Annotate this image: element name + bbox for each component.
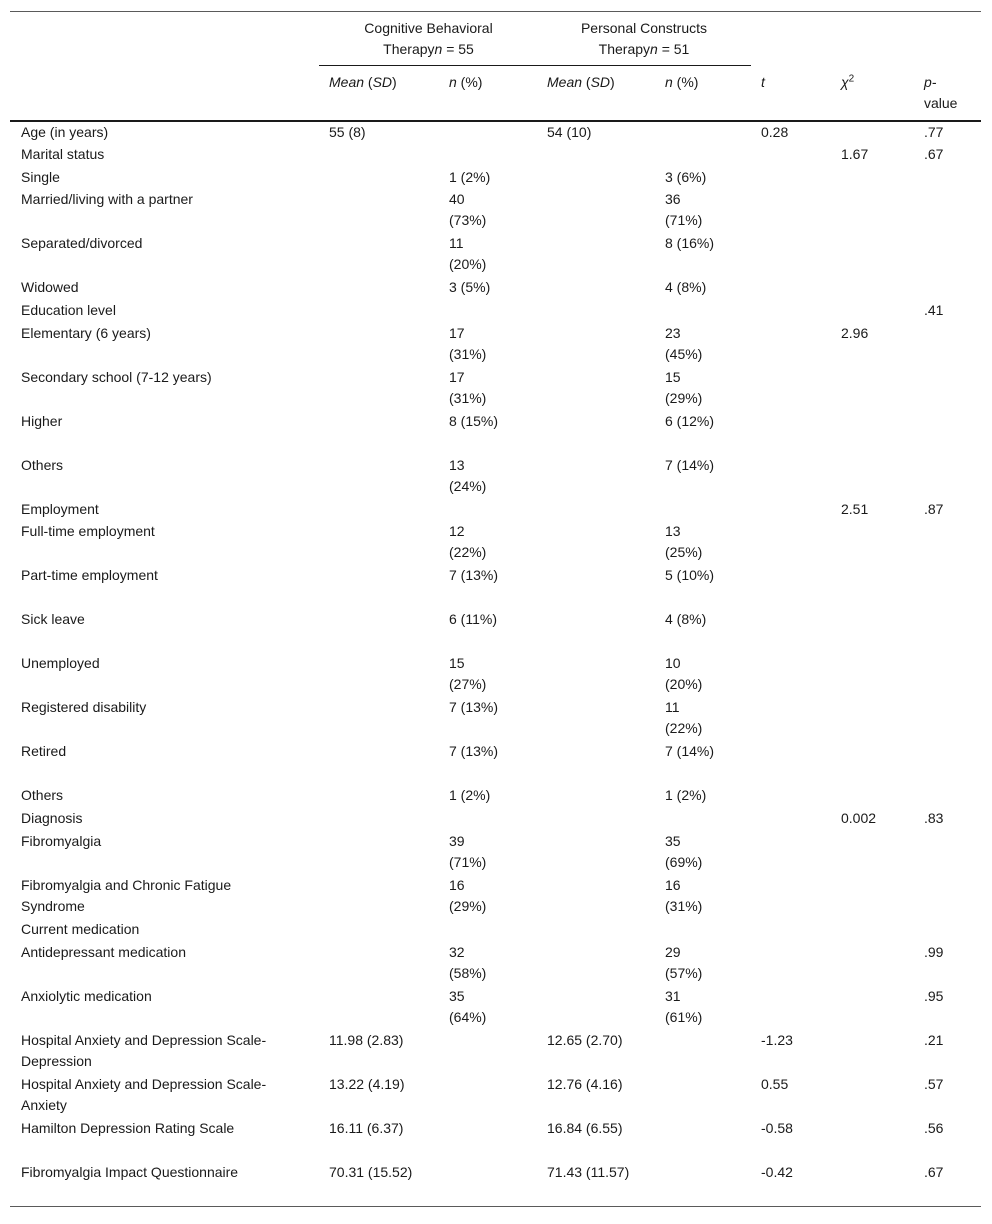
table-row	[10, 167, 981, 189]
cbt-n-percent: 17 (31%)	[449, 325, 487, 362]
pct-n-percent: 16 (31%)	[665, 877, 703, 914]
row-label: Fibromyalgia and Chronic Fatigue Syndrome	[21, 877, 232, 914]
cbt-n-percent: 12 (22%)	[449, 523, 487, 560]
table-row	[10, 1074, 981, 1118]
table-row	[10, 277, 981, 300]
pct-n-percent: 36 (71%)	[665, 191, 703, 228]
table-row	[10, 609, 981, 653]
p-value: .87	[924, 501, 944, 517]
p-label-1: p-	[924, 74, 937, 90]
table-row	[10, 367, 981, 411]
cbt-mean-sd: 70.31 (15.52)	[329, 1164, 413, 1180]
pct-n-percent: 3 (6%)	[665, 169, 707, 185]
cbt-n-percent: 16 (29%)	[449, 877, 487, 914]
sd-label: SD	[372, 74, 393, 90]
row-label: Part-time employment	[21, 567, 158, 583]
cbt-mean-sd: 13.22 (4.19)	[329, 1076, 405, 1092]
row-label: Others	[21, 457, 64, 473]
pct-n-percent: 7 (14%)	[665, 743, 715, 759]
pct-n-percent: 11 (22%)	[665, 699, 703, 736]
group-pct-n-symbol: n	[650, 41, 658, 57]
pct-n-percent: 4 (8%)	[665, 611, 707, 627]
cbt-n-percent: 11 (20%)	[449, 235, 487, 272]
row-label: Others	[21, 787, 64, 803]
group-cbt-n-symbol: n	[434, 41, 443, 57]
sd-label: SD	[590, 74, 611, 90]
t-value: -1.23	[761, 1032, 793, 1048]
pct-n-percent: 5 (10%)	[665, 567, 715, 583]
cbt-n-percent: 1 (2%)	[449, 787, 491, 803]
pct-n-percent: 7 (14%)	[665, 457, 715, 473]
group-header-cbt	[319, 18, 538, 60]
row-label: Registered disability	[21, 699, 147, 715]
table-row	[10, 808, 981, 831]
table-body	[10, 122, 981, 1206]
row-label: Single	[21, 169, 60, 185]
t-value: 0.28	[761, 124, 789, 140]
col-header-cbt-mean: Mean (SD)	[329, 74, 397, 90]
cbt-n-percent: 35 (64%)	[449, 988, 487, 1025]
row-label: Anxiolytic medication	[21, 988, 152, 1004]
row-label: Diagnosis	[21, 810, 83, 826]
pct-n-percent: 15 (29%)	[665, 369, 703, 406]
pct-n-percent: 8 (16%)	[665, 235, 715, 251]
table-row	[10, 144, 981, 167]
table-row	[10, 875, 981, 919]
table-row	[10, 300, 981, 323]
p-value: .41	[924, 302, 944, 318]
cbt-mean-sd: 11.98 (2.83)	[329, 1032, 404, 1048]
table-row	[10, 189, 981, 233]
row-label: Hamilton Depression Rating Scale	[21, 1120, 235, 1136]
row-label: Retired	[21, 743, 67, 759]
pct-mean-sd: 54 (10)	[547, 124, 592, 140]
group-pct-therapy: Therapy	[598, 41, 651, 57]
col-header-chi-square	[841, 72, 911, 93]
cbt-mean-sd: 16.11 (6.37)	[329, 1120, 404, 1136]
pct-n-percent: 35 (69%)	[665, 833, 703, 870]
table-row	[10, 741, 981, 785]
table-row	[10, 919, 981, 942]
table-row	[10, 323, 981, 367]
pct-mean-sd: 16.84 (6.55)	[547, 1120, 623, 1136]
pct-n-percent: 1 (2%)	[665, 787, 707, 803]
cbt-n-percent: 8 (15%)	[449, 413, 499, 429]
cbt-mean-sd: 55 (8)	[329, 124, 366, 140]
pct-n-percent: 4 (8%)	[665, 279, 707, 295]
cbt-n-percent: 7 (13%)	[449, 699, 499, 715]
col-header-p-value	[924, 72, 979, 114]
pct-n-percent: 29 (57%)	[665, 944, 703, 981]
cbt-n-percent: 17 (31%)	[449, 369, 487, 406]
chi-superscript: 2	[848, 73, 855, 85]
row-label: Employment	[21, 501, 99, 517]
col-header-cbt-n	[449, 72, 501, 93]
chi-square-value: 2.51	[841, 501, 869, 517]
p-value: .67	[924, 1164, 944, 1180]
chi-square-value: 0.002	[841, 810, 877, 826]
row-label: Full-time employment	[21, 523, 155, 539]
p-value: .21	[924, 1032, 944, 1048]
row-label: Age (in years)	[21, 124, 109, 140]
row-label: Widowed	[21, 279, 79, 295]
group-pct-line1: Personal Constructs	[580, 20, 708, 36]
n-label: n	[449, 74, 457, 90]
p-value: .95	[924, 988, 944, 1004]
col-header-t	[761, 72, 821, 93]
row-label: Sick leave	[21, 611, 85, 627]
row-label: Fibromyalgia Impact Questionnaire	[21, 1164, 239, 1180]
p-value: .57	[924, 1076, 944, 1092]
table-row	[10, 1030, 981, 1074]
row-label: Antidepressant medication	[21, 944, 186, 960]
row-label: Education level	[21, 302, 116, 318]
table-row	[10, 499, 981, 521]
col-header-pct-mean: Mean (SD)	[547, 74, 615, 90]
table-row	[10, 455, 981, 499]
table-row	[10, 521, 981, 565]
n-label: n	[665, 74, 673, 90]
row-label: Separated/divorced	[21, 235, 143, 251]
row-label: Current medication	[21, 921, 140, 937]
pct-mean-sd: 12.65 (2.70)	[547, 1032, 623, 1048]
table-row	[10, 831, 981, 875]
t-value: -0.42	[761, 1164, 793, 1180]
table-row	[10, 411, 981, 455]
cbt-n-percent: 7 (13%)	[449, 567, 499, 583]
table-row	[10, 942, 981, 986]
table-row	[10, 1118, 981, 1162]
row-label: Hospital Anxiety and Depression Scale-Depression	[21, 1032, 267, 1069]
table-row	[10, 122, 981, 144]
t-value: -0.58	[761, 1120, 793, 1136]
table-row	[10, 653, 981, 697]
p-value: .67	[924, 146, 944, 162]
pct-n-percent: 31 (61%)	[665, 988, 703, 1025]
t-value: 0.55	[761, 1076, 789, 1092]
table-row	[10, 697, 981, 741]
chi-label: χ	[841, 74, 849, 90]
row-label: Married/living with a partner	[21, 191, 193, 207]
col-header-pct-n	[665, 72, 717, 93]
group-cbt-n-value: = 55	[442, 41, 474, 57]
pct-n-percent: 6 (12%)	[665, 413, 715, 429]
mean-label: Mean	[547, 74, 583, 90]
cbt-n-percent: 40 (73%)	[449, 191, 487, 228]
table-row	[10, 1162, 981, 1206]
p-value: .56	[924, 1120, 944, 1136]
row-label: Elementary (6 years)	[21, 325, 151, 341]
row-label: Secondary school (7-12 years)	[21, 369, 212, 385]
pct-n-percent: 10 (20%)	[665, 655, 703, 692]
group-pct-n-value: = 51	[657, 41, 690, 57]
p-label-2: value	[924, 95, 958, 111]
t-label: t	[761, 74, 765, 90]
table-row	[10, 565, 981, 609]
p-value: .83	[924, 810, 944, 826]
group-cbt-line1: Cognitive Behavioral	[364, 20, 493, 36]
table-row	[10, 785, 981, 808]
chi-square-value: 1.67	[841, 146, 869, 162]
row-label: Fibromyalgia	[21, 833, 102, 849]
cbt-n-percent: 1 (2%)	[449, 169, 491, 185]
cbt-n-percent: 32 (58%)	[449, 944, 487, 981]
cbt-n-percent: 6 (11%)	[449, 611, 497, 627]
row-label: Higher	[21, 413, 63, 429]
cbt-n-percent: 39 (71%)	[449, 833, 487, 870]
cbt-n-percent: 13 (24%)	[449, 457, 487, 494]
pct-n-percent: 13 (25%)	[665, 523, 703, 560]
row-label: Marital status	[21, 146, 105, 162]
pct-label: (%)	[456, 74, 483, 90]
chi-square-value: 2.96	[841, 325, 869, 341]
pct-n-percent: 23 (45%)	[665, 325, 703, 362]
mean-label: Mean	[329, 74, 365, 90]
pct-mean-sd: 12.76 (4.16)	[547, 1076, 623, 1092]
p-value: .77	[924, 124, 944, 140]
pct-mean-sd: 71.43 (11.57)	[547, 1164, 630, 1180]
table-row	[10, 986, 981, 1030]
table-header	[10, 11, 981, 122]
demographics-table	[10, 11, 981, 1207]
cbt-n-percent: 7 (13%)	[449, 743, 499, 759]
group-cbt-therapy: Therapy	[383, 41, 435, 57]
group-divider	[319, 65, 751, 66]
table-row	[10, 233, 981, 277]
group-header-pct	[537, 18, 751, 60]
cbt-n-percent: 15 (27%)	[449, 655, 487, 692]
row-label: Hospital Anxiety and Depression Scale-Anxiety	[21, 1076, 267, 1113]
pct-label: (%)	[672, 74, 699, 90]
cbt-n-percent: 3 (5%)	[449, 279, 491, 295]
p-value: .99	[924, 944, 944, 960]
row-label: Unemployed	[21, 655, 100, 671]
table-bottom-rule	[10, 1206, 981, 1207]
